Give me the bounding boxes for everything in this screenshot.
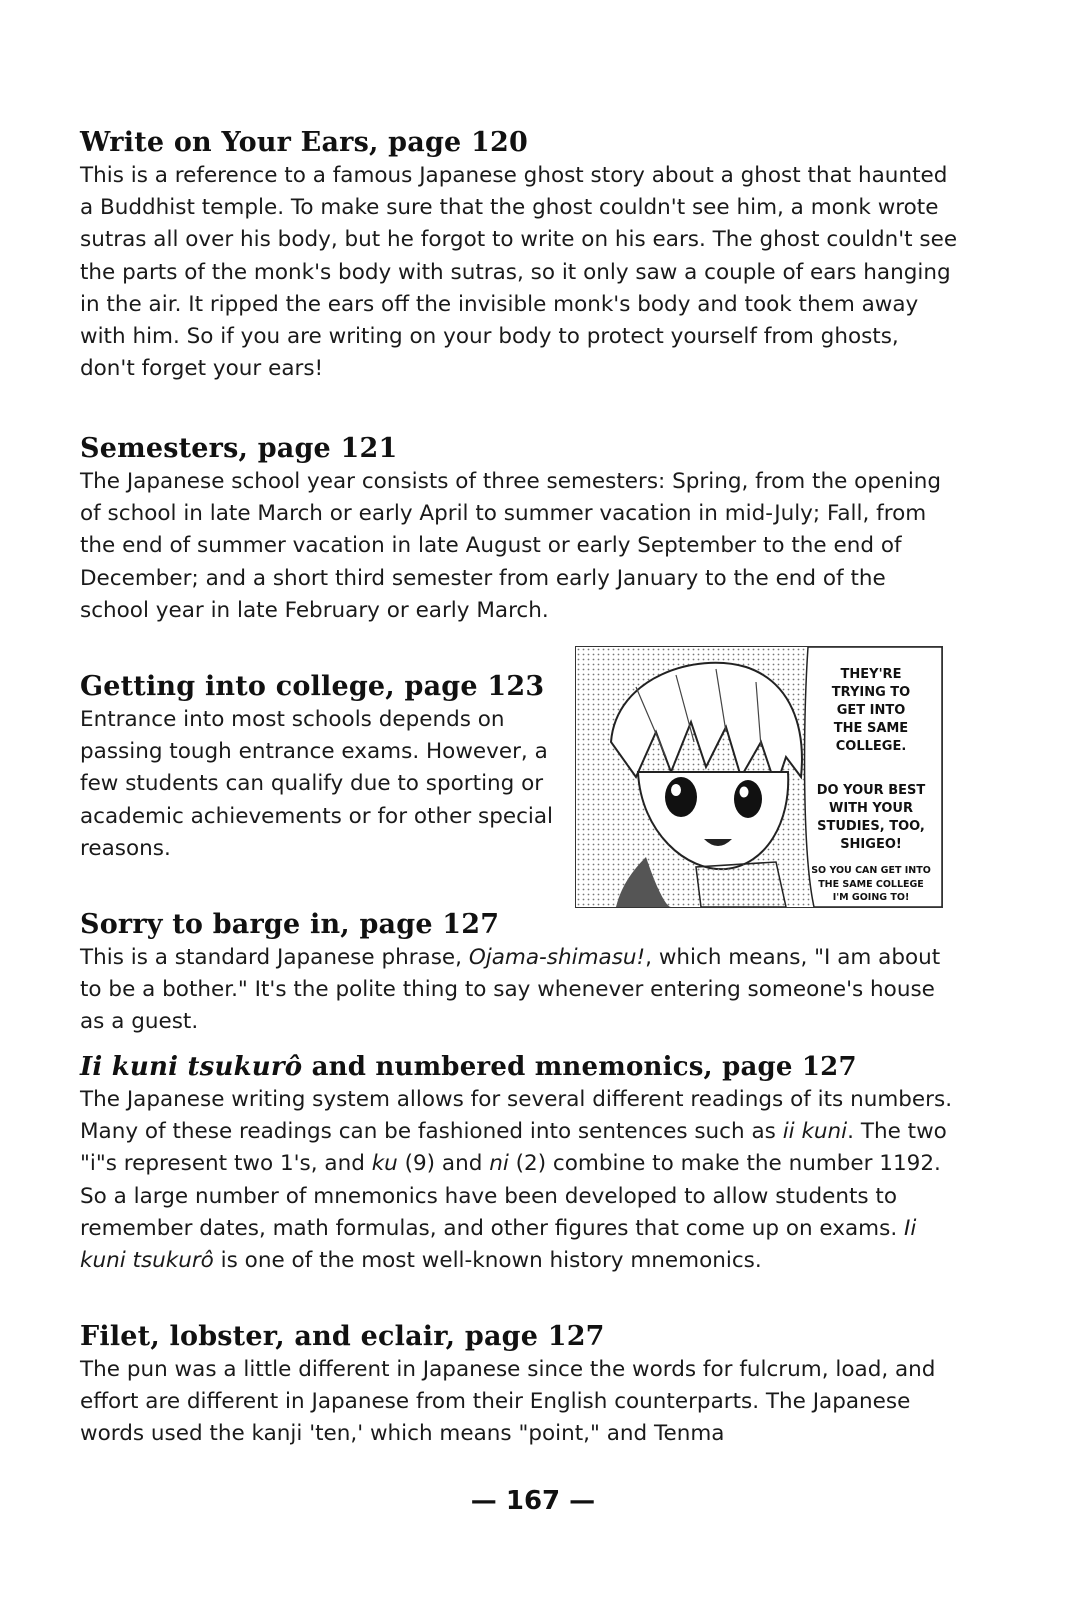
section-sorry-to-barge-in: [80, 908, 960, 1039]
body-text: The Japanese writing system allows for several different readings of its numbers. Many of these readings can be fashioned into sentences such as: [80, 1087, 953, 1145]
bubble-line: DO YOUR BEST: [816, 783, 926, 798]
speech-bubble-2: [806, 782, 936, 854]
bubble-line: SO YOU CAN GET INTO: [811, 865, 931, 876]
bubble-line: SHIGEO!: [840, 837, 902, 852]
heading-italic: Ii kuni tsukurô: [80, 1052, 303, 1082]
bubble-line: THEY'RE: [840, 667, 902, 682]
body-text: (9) and: [397, 1151, 490, 1177]
bubble-line: THE SAME: [833, 721, 909, 736]
body-italic: Ii kuni tsukurô: [80, 1215, 917, 1274]
body-text: . The two "i"s represent two 1's, and: [80, 1119, 947, 1177]
section-body: This is a reference to a famous Japanese ghost story about a ghost that haunted a Buddhist temple. To make sure that the ghost couldn't see him, a monk wrote sutras all over his body, but he forgot to write on his ears. The ghost couldn't see the parts of the monk's body with sutras, so it only saw a couple of ears hanging in the air. It ripped the ears off the invisible monk's body and took them away with him. So if you are writing on your body to protect yourself from ghosts, don't forget your ears!: [80, 163, 958, 382]
section-heading: Write on Your Ears, page 120: [80, 127, 528, 158]
bubble-line: TRYING TO: [831, 685, 911, 700]
body-italic: ni: [489, 1151, 509, 1177]
page-number: — 167 —: [470, 1486, 596, 1516]
section-getting-into-college: [80, 670, 570, 865]
speech-bubble-3: [806, 864, 936, 905]
section-heading: [80, 1050, 960, 1084]
section-heading: Filet, lobster, and eclair, page 127: [80, 1321, 605, 1352]
section-heading: Getting into college, page 123: [80, 671, 545, 702]
body-italic: Ojama-shimasu!: [468, 945, 646, 970]
body-text: (2) combine to make the number 1192. So a large number of mnemonics have been developed to allow students to remember dates, math formulas, and other figures that come up on exams.: [80, 1151, 941, 1241]
body-italic: ii kuni: [782, 1119, 848, 1145]
body-text: is one of the most well-known history mnemonics.: [213, 1248, 762, 1274]
body-text: This is a standard Japanese phrase,: [80, 945, 469, 970]
section-write-on-your-ears: [80, 126, 960, 385]
bubble-line: GET INTO: [836, 703, 906, 718]
body-text: , which means, "I am about to be a bother." It's the polite thing to say whenever entering someone's house as a guest.: [80, 945, 941, 1035]
section-ii-kuni-tsukuro: [80, 1050, 960, 1277]
section-body: The Japanese school year consists of three semesters: Spring, from the opening of school in late March or early April to summer vacation in mid-July; Fall, from the end of summer vacation in late August or early September to the end of December; and a short third semester from early January to the end of the school year in late February or early March.: [80, 469, 942, 623]
section-semesters: [80, 432, 960, 627]
section-heading: Semesters, page 121: [80, 433, 398, 464]
bubble-line: COLLEGE.: [835, 739, 907, 754]
bubble-line: STUDIES, TOO,: [817, 819, 925, 834]
speech-bubble-1: [806, 666, 936, 756]
section-body: [80, 942, 960, 1039]
section-body: Entrance into most schools depends on passing tough entrance exams. However, a few students can qualify due to sporting or academic achievements or for other special reasons.: [80, 707, 554, 861]
section-body: [80, 1084, 960, 1277]
section-filet-lobster-eclair: [80, 1320, 960, 1451]
bubble-line: WITH YOUR: [828, 801, 914, 816]
body-italic: ku: [371, 1151, 398, 1177]
section-body: The pun was a little different in Japanese since the words for fulcrum, load, and effort are different in Japanese from their English counterparts. The Japanese words used the kanji 'ten,' which means "point," and Tenma: [80, 1357, 936, 1447]
heading-text: and numbered mnemonics, page 127: [302, 1052, 857, 1082]
bubble-line: I'M GOING TO!: [832, 892, 910, 903]
bubble-line: THE SAME COLLEGE: [818, 878, 924, 890]
section-heading: Sorry to barge in, page 127: [80, 909, 500, 940]
